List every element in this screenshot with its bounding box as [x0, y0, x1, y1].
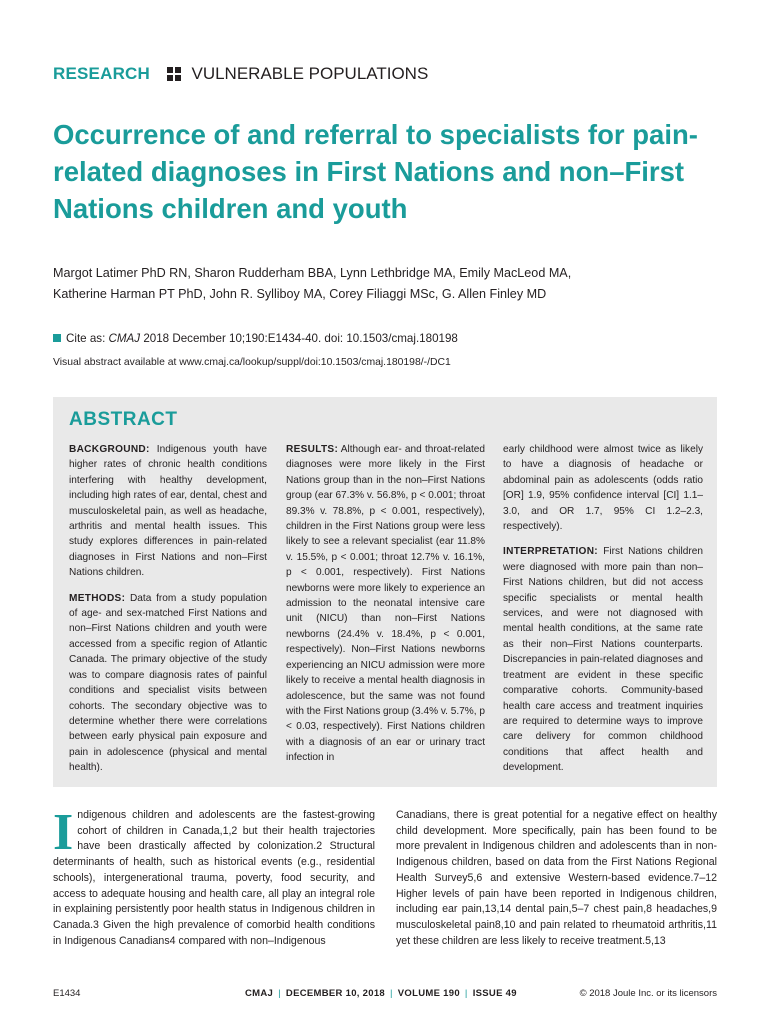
footer-journal-info: CMAJ | DECEMBER 10, 2018 | VOLUME 190 | ISSUE 49: [245, 988, 517, 999]
interpretation-text: First Nations children were diagnosed with more pain than non–First Nations children, but did not access specific specialists or mental health services, and were not diagnosed with mental health conditions, at the same rate as their non–First Nations counterparts. Discrepancies in pain-related diagnoses and treatment are evident in these specific comparative cohorts. Community-based health care access and treatment inquiries are required to determine ways to improve care delivery for common childhood conditions that affect health and development.: [503, 546, 703, 774]
article-title: Occurrence of and referral to specialists for pain-related diagnoses in First Nations and non–First Nations children and youth: [53, 119, 698, 224]
abstract-background: [69, 442, 267, 581]
interpretation-label: INTERPRETATION:: [503, 546, 598, 558]
abstract-column-2: [286, 442, 485, 776]
cite-journal: CMAJ: [108, 332, 141, 345]
citation: [53, 332, 458, 345]
authors-line-2: Katherine Harman PT PhD, John R. Sylliboy MA, Corey Filiaggi MSc, G. Allen Finley MD: [53, 287, 547, 301]
footer-issue: ISSUE 49: [472, 988, 517, 999]
body-paragraph-1: ndigenous children and adolescents are the fastest-growing cohort of children in Canada,1,2 but their health trajectories have been drastically affected by colonization.2 Structural determinants of health, such as historical events (e.g., residential schools), intergenerational trauma, poverty, food security, and access to adequate housing and health care, all play an integral role in explaining persistently poor health status in Indigenous children in Canada.3 Given the high prevalence of comorbid health conditions in Indigenous Canadians4 compared with non–Indigenous: [53, 809, 375, 947]
footer-journal: CMAJ: [245, 988, 274, 999]
methods-text: Data from a study population of age- and sex-matched First Nations and non–First Nations children and youth were accessed from a specific region of Atlantic Canada. The primary objective of the study was to compare diagnosis rates of painful conditions and specialist visits between cohorts. The secondary objective was to determine whether there were correlations between early physical pain exposure and pain in adolescence (physical and mental health).: [69, 592, 267, 774]
square-bullet-icon: [53, 334, 61, 342]
abstract-box: [53, 397, 717, 787]
grid-squares-icon: [167, 67, 181, 81]
footer-copyright: © 2018 Joule Inc. or its licensors: [579, 988, 717, 999]
abstract-methods: [69, 591, 267, 776]
visual-abstract-link[interactable]: Visual abstract available at www.cmaj.ca/lookup/suppl/doi:10.1503/cmaj.180198/-/DC1: [53, 357, 451, 368]
cite-prefix: Cite as:: [66, 332, 109, 345]
page-number: E1434: [53, 988, 81, 999]
authors-line-1: Margot Latimer PhD RN, Sharon Rudderham BBA, Lynn Lethbridge MA, Emily MacLeod MA,: [53, 266, 572, 280]
research-label: RESEARCH: [53, 64, 151, 83]
drop-cap: I: [53, 804, 74, 861]
methods-label: METHODS:: [69, 592, 126, 604]
abstract-column-3: [503, 442, 703, 786]
body-paragraph-2: Canadians, there is great potential for a negative effect on healthy child development. More specifically, pain has been found to be more prevalent in Indigenous children and adolescents than in non-Indigenous children, based on data from the First Nations Regional Health Survey5,6 and extensive Western-based evidence.7–12 Higher levels of pain have been reported in Indigenous children, including ear pain,13,14 dental pain,5–7 chest pain,8 headaches,9 musculoskeletal pain8,10 and pain related to rheumatoid arthritis,11 yet these children are less likely to receive treatment.5,13: [396, 809, 717, 947]
background-text: Indigenous youth have higher rates of chronic health conditions interfering with healthy development, including high rates of ear, dental, chest and musculoskeletal pain, as well as headache, arthritis and mental health issues. This study explores differences in pain-related diagnoses in First Nations and non–First Nations children.: [69, 444, 267, 579]
results-text: Although ear- and throat-related diagnoses were more likely in the First Nations group than in the non–First Nations group (ear 67.3% v. 56.8%, p < 0.001; throat 89.3% v. 78.8%, p < 0.001, respectively), children in the First Nations group were less likely to see a relevant specialist (ear 11.8% v. 15.5%, p < 0.001; throat 12.7% v. 16.1%, p < 0.001, respectively). First Nations newborns were more likely to experience an admission to the neonatal intensive care unit (NICU) than non–First Nations newborns (24.4% v. 18.4%, p < 0.001, respectively). Non–First Nations newborns experiencing an NICU admission were more likely to receive a mental health diagnosis in adolescence, but the same was not found with the First Nations group (3.4% v. 5.7%, p < 0.03, respectively). First Nations children with a diagnosis of an ear or urinary tract infection in: [286, 444, 485, 764]
abstract-results-continued: early childhood were almost twice as likely to have a diagnosis of headache or abdominal pain as adolescents (odds ratio [OR] 1.9, 95% confidence interval [CI] 1.1–3.0, and OR 1.7, 95% CI 1.2–2.3, respectively).: [503, 444, 703, 533]
cite-rest: 2018 December 10;190:E1434-40. doi: 10.1503/cmaj.180198: [140, 332, 458, 345]
body-column-2: [396, 808, 717, 949]
abstract-interpretation: [503, 544, 703, 775]
footer-volume: VOLUME 190: [397, 988, 460, 999]
section-label: VULNERABLE POPULATIONS: [191, 64, 429, 83]
footer-date: DECEMBER 10, 2018: [285, 988, 385, 999]
section-header: [53, 64, 428, 84]
author-list: [53, 263, 713, 305]
abstract-heading: ABSTRACT: [69, 409, 178, 430]
background-label: BACKGROUND:: [69, 444, 150, 455]
abstract-results: [286, 442, 485, 766]
body-column-1: [53, 804, 375, 949]
abstract-column-1: [69, 442, 267, 786]
results-label: RESULTS:: [286, 444, 339, 455]
